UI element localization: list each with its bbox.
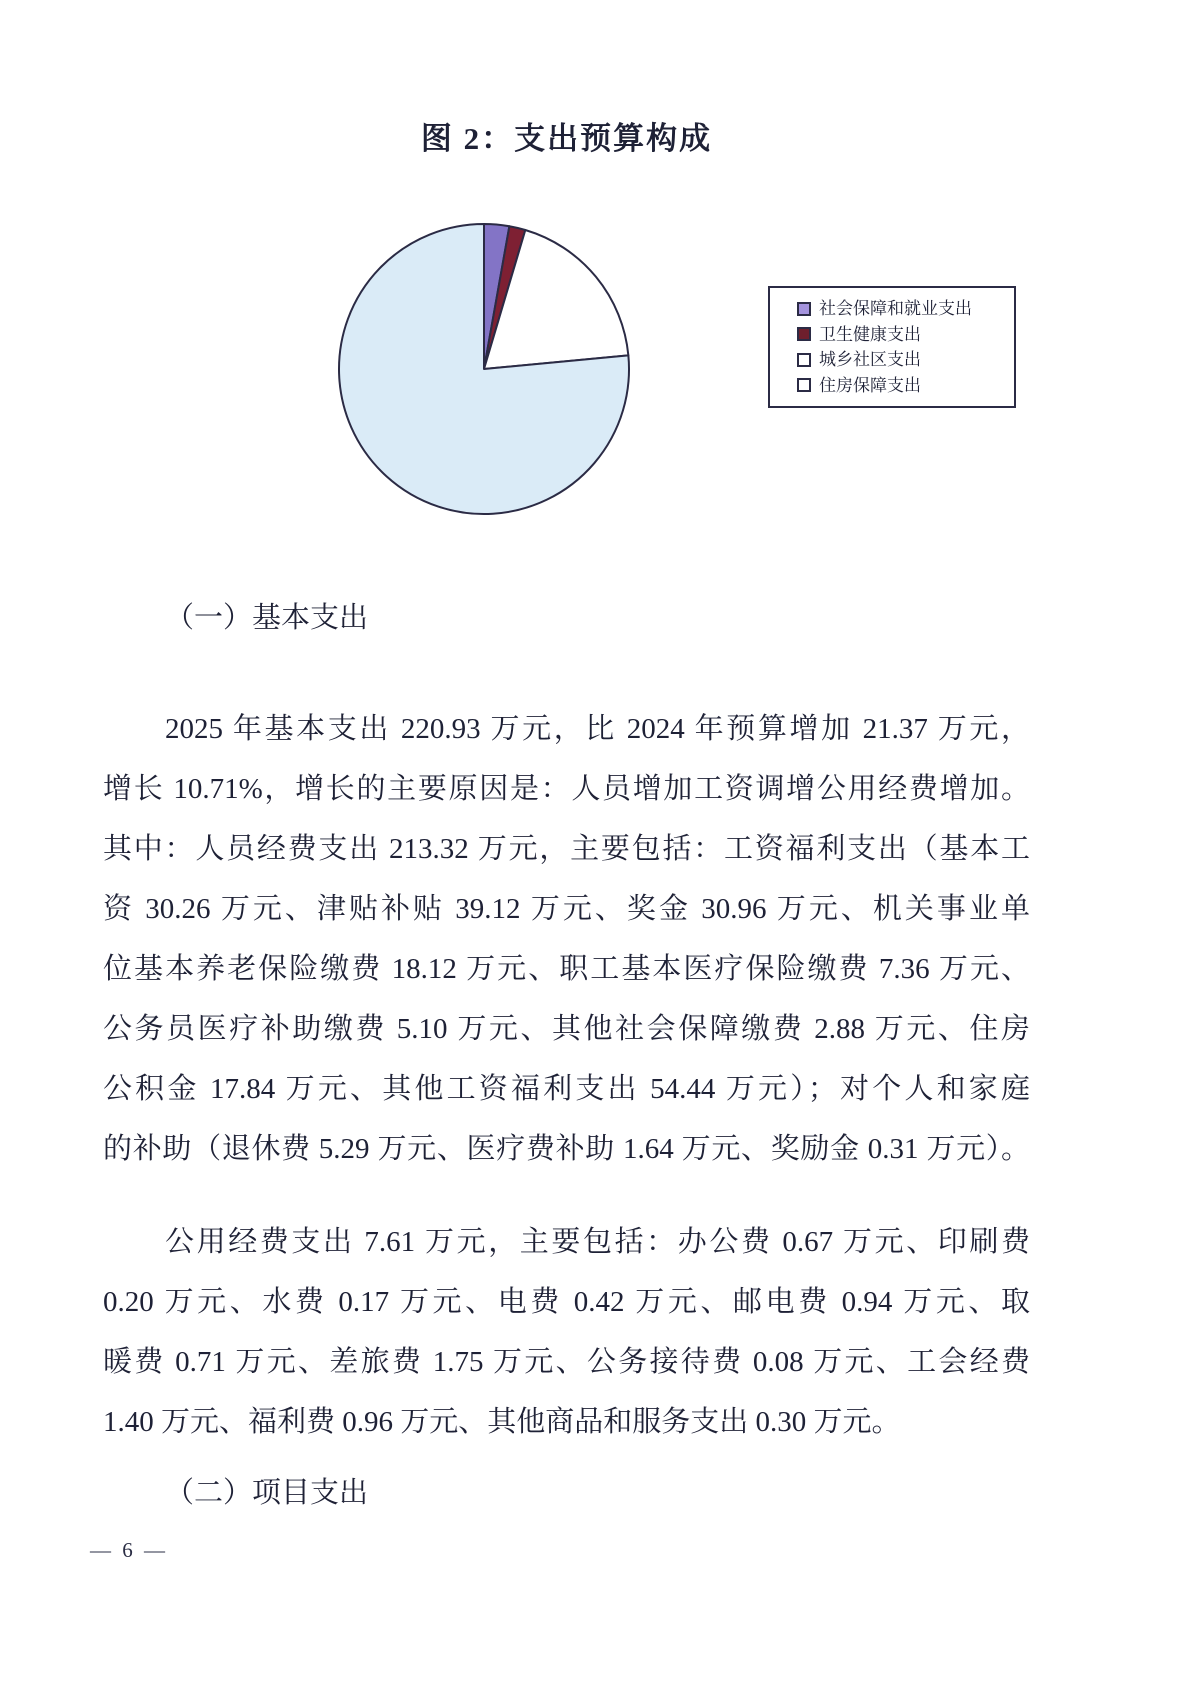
pie-chart-svg	[336, 221, 632, 517]
pie-chart	[336, 221, 632, 517]
body-line: 公用经费支出 7.61 万元，主要包括：办公费 0.67 万元、印刷费	[165, 1226, 1030, 1258]
legend-label: 社会保障和就业支出	[819, 299, 972, 319]
body-line: 公务员医疗补助缴费 5.10 万元、其他社会保障缴费 2.88 万元、住房	[103, 1013, 1030, 1045]
legend-item	[797, 350, 1010, 369]
body-line: 资 30.26 万元、津贴补贴 39.12 万元、奖金 30.96 万元、机关事业单	[103, 893, 1030, 925]
legend-swatch-icon	[797, 302, 811, 316]
body-line: 2025 年基本支出 220.93 万元，比 2024 年预算增加 21.37 万元，	[165, 713, 1030, 745]
legend-label: 卫生健康支出	[819, 324, 921, 344]
body-line: 位基本养老保险缴费 18.12 万元、职工基本医疗保险缴费 7.36 万元、	[103, 953, 1030, 985]
body-line: 的补助（退休费 5.29 万元、医疗费补助 1.64 万元、奖励金 0.31 万元）。	[103, 1133, 1030, 1165]
body-line: 其中：人员经费支出 213.32 万元，主要包括：工资福利支出（基本工	[103, 833, 1030, 865]
chart-legend	[768, 286, 1016, 408]
body-line: 0.20 万元、水费 0.17 万元、电费 0.42 万元、邮电费 0.94 万元、取	[103, 1286, 1030, 1318]
legend-swatch-icon	[797, 353, 811, 367]
page-number: — 6 —	[90, 1538, 168, 1562]
section-heading-1: （一）基本支出	[165, 602, 369, 634]
legend-label: 住房保障支出	[819, 375, 921, 395]
body-line: 暖费 0.71 万元、差旅费 1.75 万元、公务接待费 0.08 万元、工会经费	[103, 1346, 1030, 1378]
body-line: 增长 10.71%，增长的主要原因是：人员增加工资调增公用经费增加。	[103, 773, 1030, 805]
legend-swatch-icon	[797, 378, 811, 392]
body-line: 1.40 万元、福利费 0.96 万元、其他商品和服务支出 0.30 万元。	[103, 1406, 901, 1438]
body-line: 公积金 17.84 万元、其他工资福利支出 54.44 万元）；对个人和家庭	[103, 1073, 1030, 1105]
legend-label: 城乡社区支出	[819, 350, 921, 370]
paragraph-1	[103, 699, 1030, 1179]
figure-title: 图 2：支出预算构成	[420, 121, 713, 156]
legend-item	[797, 376, 1010, 395]
legend-item	[797, 299, 1010, 318]
section-heading-2: （二）项目支出	[165, 1477, 369, 1509]
legend-item	[797, 325, 1010, 344]
legend-swatch-icon	[797, 327, 811, 341]
paragraph-2	[103, 1212, 1030, 1452]
